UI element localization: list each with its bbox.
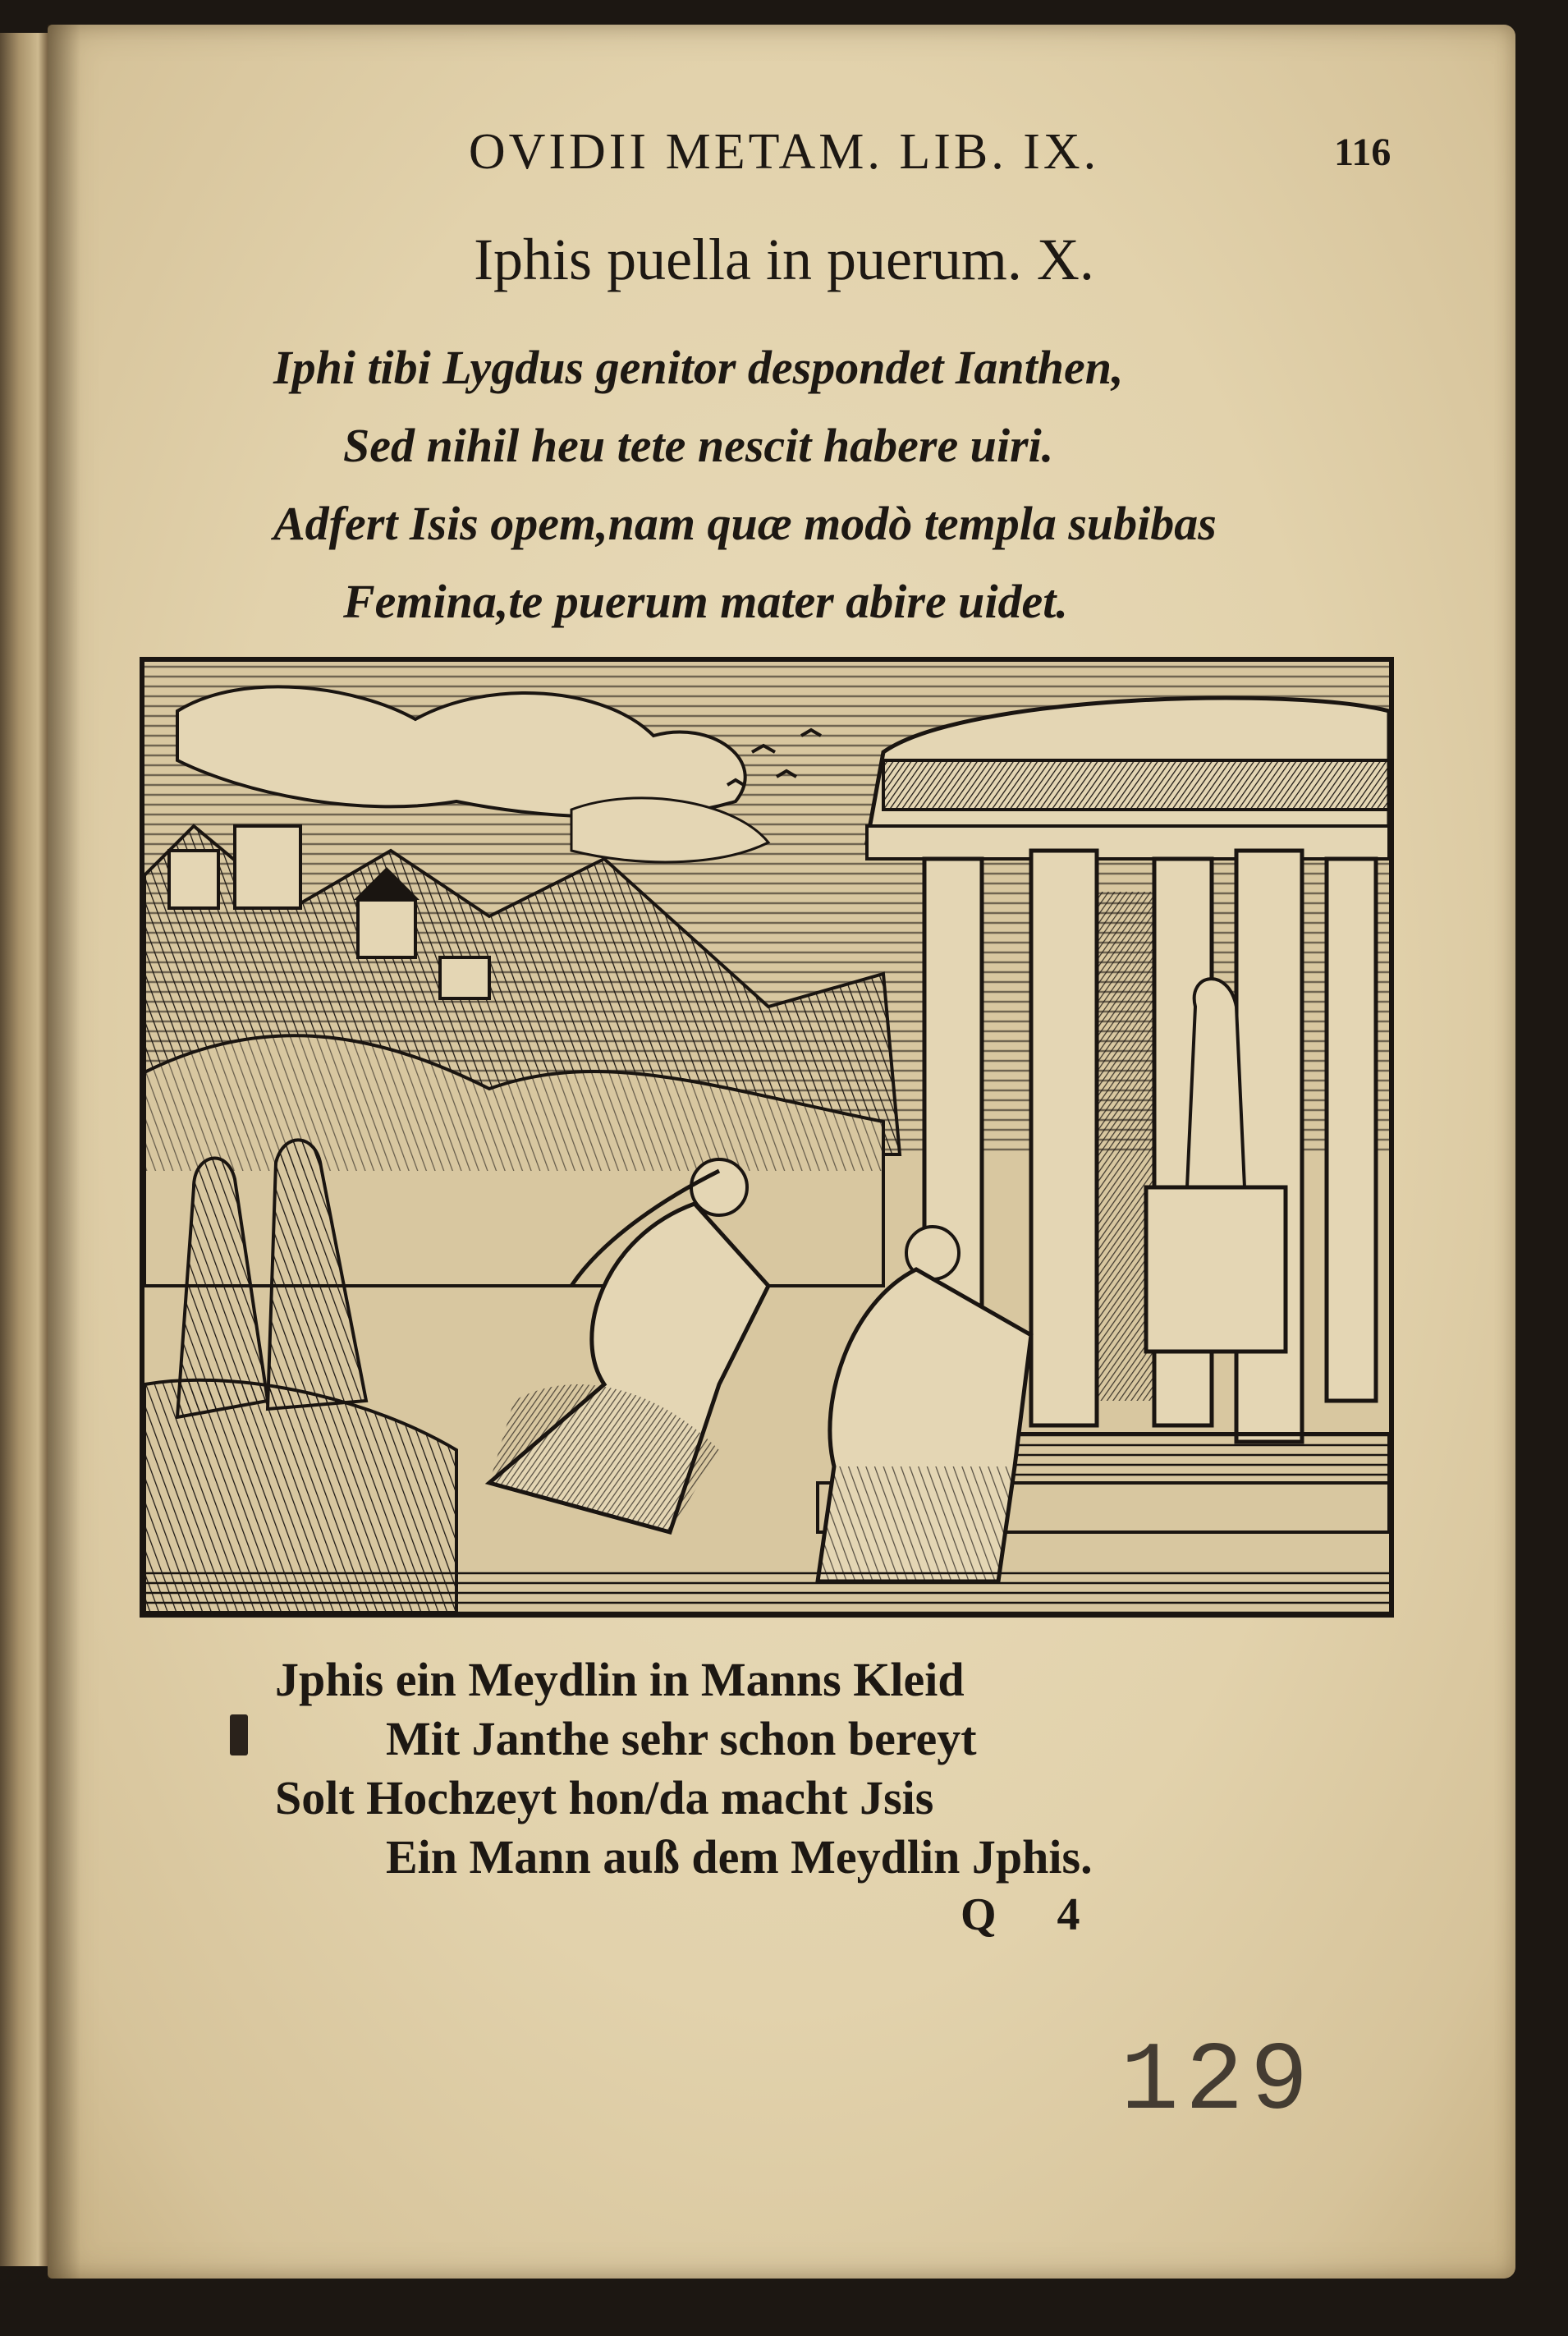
woodcut-illustration-icon	[144, 662, 1389, 1613]
latin-line: Femina,te puerum mater abire uidet.	[343, 575, 1068, 628]
latin-line: Iphi tibi Lygdus genitor despondet Ianthen,	[273, 341, 1124, 394]
german-line: Ein Mann auß dem Meydlin Jphis.	[386, 1830, 1093, 1884]
latin-line: Adfert Isis opem,nam quæ modò templa subibas	[273, 497, 1217, 550]
spine-shadow	[48, 25, 80, 2279]
latin-line: Sed nihil heu tete nescit habere uiri.	[343, 419, 1054, 472]
german-line: Solt Hochzeyt hon/da macht Jsis	[275, 1771, 934, 1824]
latin-verse	[273, 328, 1308, 640]
printer-mark	[230, 1714, 248, 1755]
german-line: Mit Janthe sehr schon bereyt	[386, 1712, 977, 1765]
german-line: Jphis ein Meydlin in Manns Kleid	[275, 1653, 965, 1706]
german-verse	[275, 1650, 1342, 1887]
section-title: Iphis puella in puerum. X.	[474, 227, 1094, 292]
running-head: OVIDII METAM. LIB. IX.	[468, 124, 1100, 180]
woodcut-illustration	[140, 657, 1394, 1618]
library-stamp: 129	[1121, 2028, 1315, 2137]
folio-number: 116	[1334, 131, 1391, 174]
signature-mark: Q 4	[961, 1889, 1105, 1940]
facing-page-edge	[0, 33, 48, 2266]
